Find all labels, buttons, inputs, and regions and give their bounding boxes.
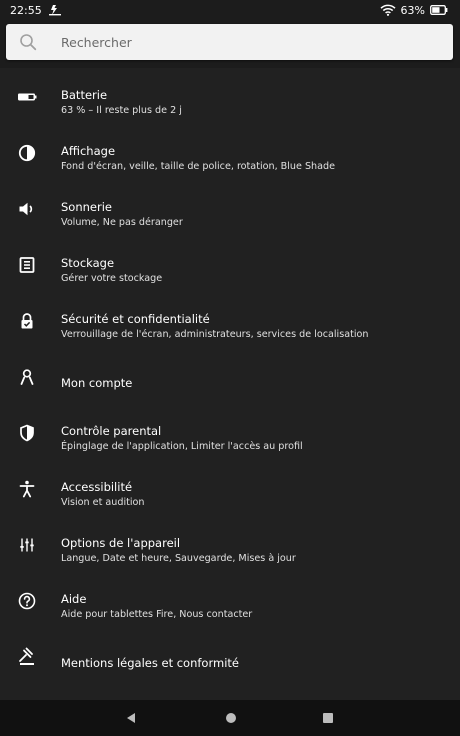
status-right: [380, 4, 448, 17]
speaker-icon: [17, 199, 37, 219]
settings-item-parental[interactable]: [0, 404, 460, 460]
back-icon[interactable]: [124, 711, 138, 725]
storage-icon: [17, 255, 37, 275]
sliders-icon: [17, 535, 37, 555]
settings-item-title: Options de l'appareil: [61, 536, 181, 550]
settings-item-subtitle: Aide pour tablettes Fire, Nous contacter: [61, 609, 253, 620]
settings-item-title: Mon compte: [61, 376, 133, 390]
help-icon: [17, 591, 37, 611]
settings-item-subtitle: Gérer votre stockage: [61, 273, 163, 284]
settings-item-device-options[interactable]: [0, 516, 460, 572]
battery-status-icon: [430, 5, 448, 15]
settings-item-legal[interactable]: [0, 628, 460, 684]
recents-icon[interactable]: [321, 711, 335, 725]
settings-item-title: Accessibilité: [61, 480, 133, 494]
settings-item-subtitle: Fond d'écran, veille, taille de police, rotation, Blue Shade: [61, 161, 335, 172]
search-bar[interactable]: [6, 24, 453, 60]
battery-icon: [17, 87, 37, 107]
lock-icon: [17, 311, 37, 331]
status-time: 22:55: [10, 3, 42, 17]
settings-item-title: Sécurité et confidentialité: [61, 312, 210, 326]
accessibility-icon: [17, 479, 37, 499]
wifi-icon: [380, 4, 396, 16]
settings-item-sound[interactable]: [0, 180, 460, 236]
settings-item-battery[interactable]: [0, 68, 460, 124]
settings-item-subtitle: Langue, Date et heure, Sauvegarde, Mises à jour: [61, 553, 296, 564]
settings-item-title: Stockage: [61, 256, 115, 270]
settings-item-subtitle: Épinglage de l'application, Limiter l'accès au profil: [61, 441, 303, 452]
gavel-icon: [17, 647, 37, 667]
battery-percent: 63%: [400, 3, 425, 17]
search-icon[interactable]: [19, 33, 37, 51]
settings-item-display[interactable]: [0, 124, 460, 180]
settings-item-help[interactable]: [0, 572, 460, 628]
status-bar: [0, 0, 460, 20]
settings-item-subtitle: Volume, Ne pas déranger: [61, 217, 183, 228]
settings-item-title: Sonnerie: [61, 200, 112, 214]
home-icon[interactable]: [224, 711, 238, 725]
settings-item-storage[interactable]: [0, 236, 460, 292]
settings-item-title: Mentions légales et conformité: [61, 656, 239, 670]
settings-list: [0, 68, 460, 684]
settings-item-title: Contrôle parental: [61, 424, 162, 438]
notification-icon: [48, 4, 62, 16]
status-left: [10, 4, 62, 17]
settings-item-title: Batterie: [61, 88, 108, 102]
navigation-bar: [0, 700, 460, 736]
search-area: [0, 20, 460, 68]
settings-item-account[interactable]: [0, 348, 460, 404]
settings-item-title: Affichage: [61, 144, 116, 158]
person-icon: [17, 367, 37, 387]
settings-item-accessibility[interactable]: [0, 460, 460, 516]
settings-item-title: Aide: [61, 592, 87, 606]
search-input[interactable]: [61, 24, 441, 60]
display-icon: [17, 143, 37, 163]
settings-item-subtitle: Verrouillage de l'écran, administrateurs, services de localisation: [61, 329, 369, 340]
shield-icon: [17, 423, 37, 443]
settings-item-security[interactable]: [0, 292, 460, 348]
settings-item-subtitle: 63 % – Il reste plus de 2 j: [61, 105, 182, 116]
settings-item-subtitle: Vision et audition: [61, 497, 145, 508]
